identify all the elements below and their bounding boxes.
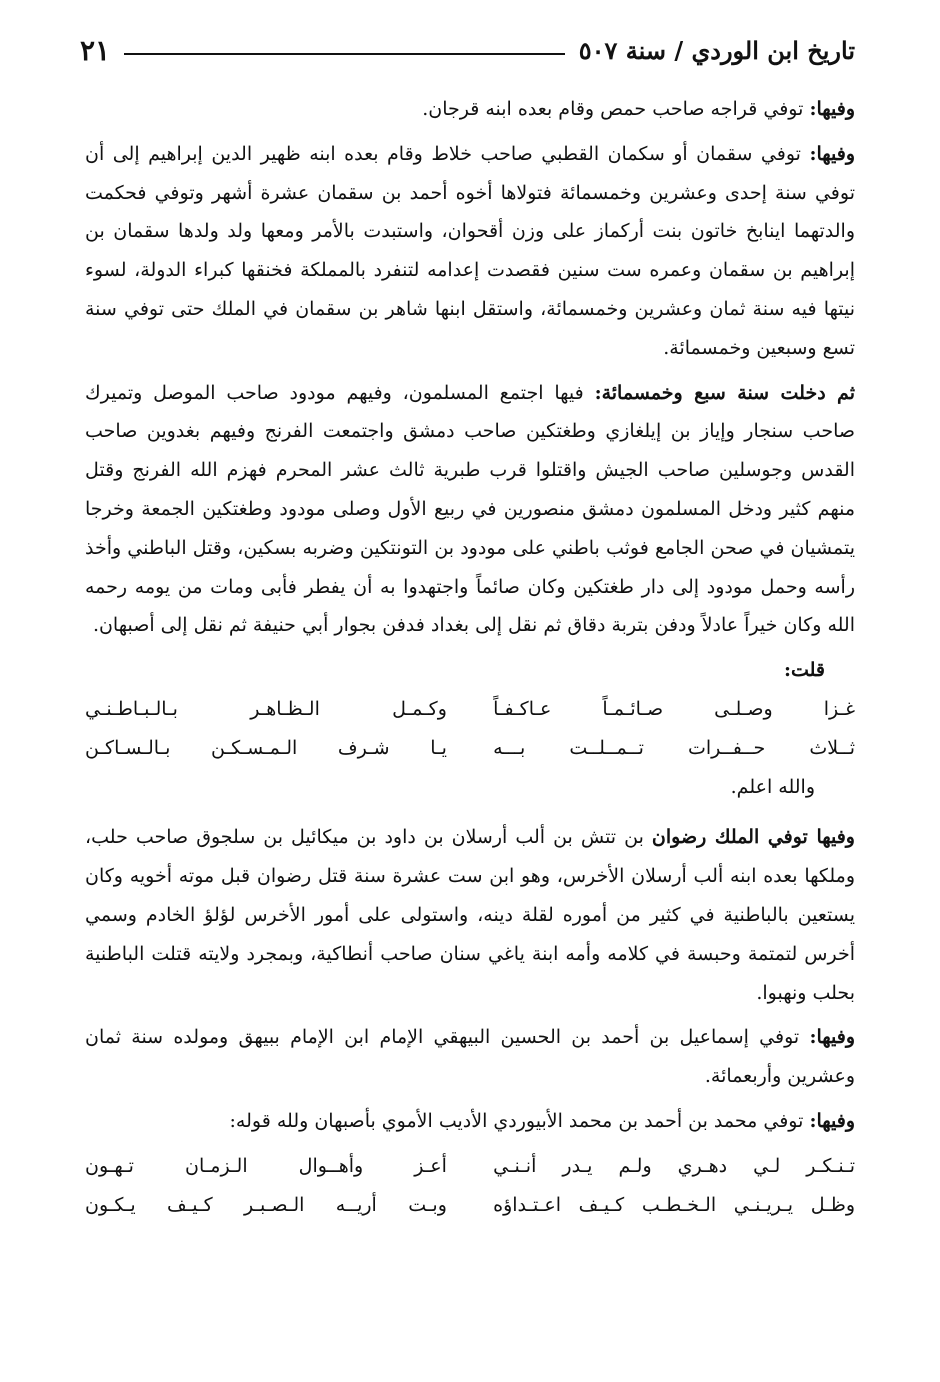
paragraph-lead: وفيها توفي الملك رضوان: [651, 826, 855, 849]
paragraph: [85, 90, 855, 129]
page-number: ٢١: [80, 33, 111, 67]
poem-line: [85, 729, 855, 768]
running-header: [80, 30, 855, 70]
poem-line: [85, 1186, 855, 1225]
running-title: تاريخ ابن الوردي / سنة ٥٠٧: [578, 35, 855, 65]
hemistich-first: ثــلاث حــفــرات تــمــلــت بـــه: [493, 736, 855, 759]
hemistich-second: يـا شـرف الـمـسـكـن بـالـسـاكـن: [85, 736, 447, 759]
hemistich-second: وكـمـل الـظـاهـر بـالـبـاطـنـي: [85, 697, 447, 720]
paragraph-text: توفي محمد بن أحمد بن محمد الأبيوردي الأديب الأموي بأصبهان ولله قوله:: [229, 1109, 810, 1132]
hemistich-second: أعـز وأهــوال الـزمـان تـهـون: [85, 1154, 447, 1177]
paragraph-lead: وفيها:: [809, 1026, 855, 1049]
paragraph-lead: وفيها:: [809, 98, 855, 120]
paragraph: [85, 135, 855, 368]
hemistich-first: تـنـكـر لـي دهـري ولـم يـدر أنـنـي: [493, 1154, 855, 1177]
paragraph-text: فيها اجتمع المسلمون، وفيهم مودود صاحب الموصل وتميرك صاحب سنجار وإياز بن إيلغازي وطغتكين صاحب دمشق واجتمعت الفرنج وفيهم بغدوين صاحب القدس وجوسلين صاحب الجيش واقتلوا قرب طبرية ثالث عشر المحرم فهزم الله الفرنج وقتل منهم كثير ودخل المسلمون دمشق منصورين في ربيع الأول وصلى مودود وطغتكين الجمعة وخرجا يتمشيان في صحن الجامع فوثب باطني على مودود بن التونتكين وضربه بسكين، وقتل الباطني وأخذ رأسه وحمل مودود إلى دار طغتكين وكان صائماً واجتهدوا به أن يفطر فأبى ومات من يومه رحمه الله وكان خيراً عادلاً ودفن بتربة دقاق ثم نقل إلى بغداد فدفن بجوار أبي حنيفة ثم نقل إلى أصبهان.: [85, 381, 855, 637]
paragraph: [85, 374, 855, 646]
hemistich-first: وظـل يـريـنـي الـخـطـب كـيـف اعـتـداؤه: [493, 1193, 855, 1216]
poem-note: والله اعلم.: [730, 775, 815, 798]
paragraph-text: بن تتش بن ألب أرسلان بن داود بن ميكائيل بن سلجوق صاحب حلب، وملكها بعده ابنه ألب أرسلان الأخرس، وهو ابن ست عشرة سنة قتل رضوان قبل موته أخويه وكان يستعين بالباطنية في كثير من أموره لقلة دينه، واستولى على أمور الأخرس لؤلؤ الخادم وسمي أخرس لتمتمة وحبسة في كلامه وأمه ابنة ياغي سنان صاحب أنطاكية، وبمجرد ولايته قتلت الباطنية بحلب ونهبوا.: [85, 826, 855, 1004]
paragraph: [85, 1018, 855, 1096]
poem-line: [85, 690, 855, 729]
paragraph-lead: وفيها:: [809, 142, 855, 165]
hemistich-second: وبـت أريــه الـصـبـر كـيـف يـكـون: [85, 1193, 447, 1216]
paragraph: [85, 1102, 855, 1141]
poem-label: قلت:: [783, 659, 825, 682]
paragraph-text: توفي إسماعيل بن أحمد بن الحسين البيهقي الإمام ابن الإمام ببيهق ومولده سنة ثمان وعشرين وأربعمائة.: [85, 1026, 855, 1088]
paragraph-lead: ثم دخلت سنة سبع وخمسمائة:: [594, 381, 855, 404]
page-body: [85, 90, 855, 1224]
header-rule: [124, 53, 565, 55]
paragraph-text: توفي قراجه صاحب حمص وقام بعده ابنه قرجان.: [422, 98, 810, 120]
paragraph-text: توفي سقمان أو سكمان القطبي صاحب خلاط وقام بعده ابنه ظهير الدين إبراهيم إلى أن توفي سنة إحدى وعشرين وخمسمائة فتولاها أخوه أحمد بن سقمان عشرة أشهر وتوفي فحكمت والدتهما اينابخ خاتون بنت أركماز على وزن أقحوان، واستبدت بالأمر ومعها ولد ولدها سقمان بن إبراهيم بن سقمان وعمره ست سنين فقصدت إعدامه لتنفرد بالمملكة فخنقها كبراء الدولة، لسوء نيتها فيه سنة ثمان وعشرين وخمسمائة، واستقل ابنها شاهر بن سقمان في الملك حتى توفي سنة تسع وسبعين وخمسمائة.: [85, 142, 856, 359]
poem-line: [85, 1147, 855, 1186]
paragraph: [85, 818, 855, 1012]
paragraph-lead: وفيها:: [809, 1109, 855, 1132]
hemistich-first: غـزا وصـلـى صـائـمـاً عـاكـفـاً: [493, 697, 855, 720]
